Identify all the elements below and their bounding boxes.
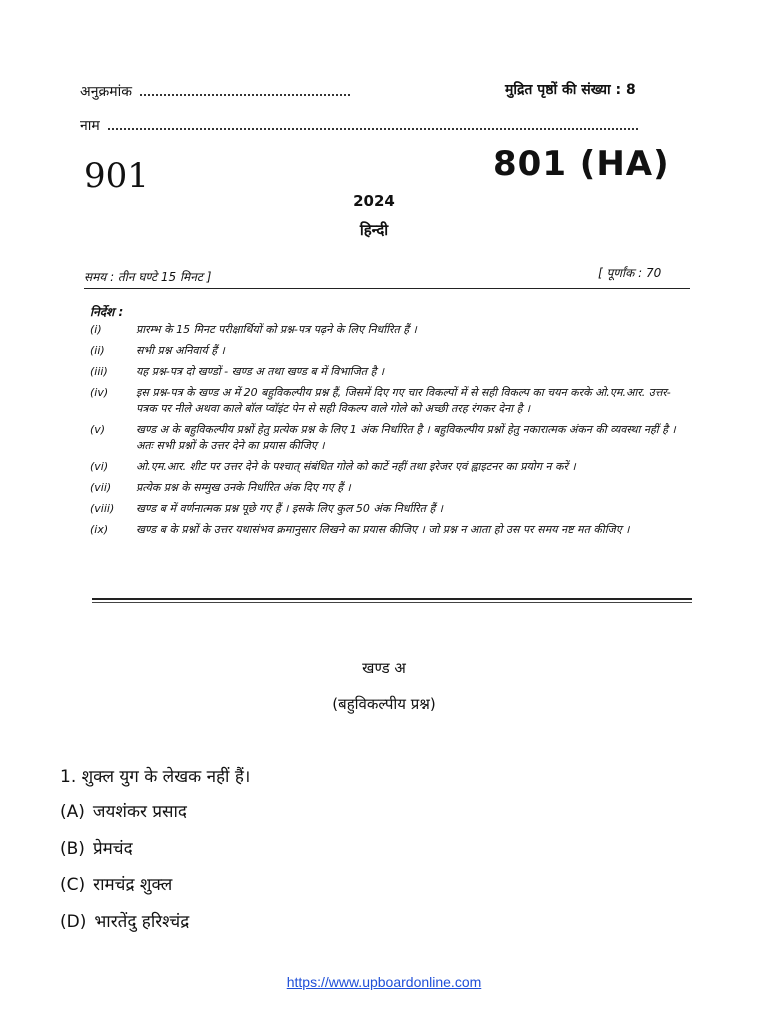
name-label: नाम <box>80 118 100 134</box>
instructions-divider <box>92 598 692 600</box>
option-d: (D) भारतेंदु हरिश्चंद्र <box>60 911 190 932</box>
instruction-item: (iv) इस प्रश्न-पत्र के खण्ड अ में 20 बहुविकल्पीय प्रश्न हैं, जिसमें दिए गए चार विकल्पों में से सही विकल्प का चयन करके ओ.एम.आर. उत्तर-पत्रक पर नीले अथवा काले बॉल प्वॉइंट पेन से सही विकल्प वाले गोले को अच्छी तरह रंगकर देना है । <box>90 386 671 415</box>
section-subtitle: (बहुविकल्पीय प्रश्न) <box>332 695 436 713</box>
paper-code-left: 901 <box>84 156 149 196</box>
roll-number-line <box>140 84 350 96</box>
instruction-item: (viii) खण्ड ब में वर्णनात्मक प्रश्न पूछे गए हैं । इसके लिए कुल 50 अंक निर्धारित हैं । <box>90 502 443 515</box>
exam-year: 2024 <box>353 192 395 210</box>
max-marks: [ पूर्णांक : 70 <box>598 266 662 280</box>
printed-pages-count: मुद्रित पृष्ठों की संख्या : 8 <box>505 82 636 98</box>
options-list <box>60 800 189 946</box>
instruction-item: (vii) प्रत्येक प्रश्न के सम्मुख उनके निर्धारित अंक दिए गए हैं । <box>90 481 351 494</box>
instructions-divider-thin <box>92 602 692 603</box>
instructions-heading: निर्देश : <box>90 305 124 319</box>
footer-link-wrap <box>0 974 768 990</box>
footer-link[interactable]: https://www.upboardonline.com <box>286 974 482 990</box>
instruction-item: (iii) यह प्रश्न-पत्र दो खण्डों - खण्ड अ तथा खण्ड ब में विभाजित है । <box>90 365 385 378</box>
option-a: (A) जयशंकर प्रसाद <box>60 802 187 822</box>
instruction-item: (v) खण्ड अ के बहुविकल्पीय प्रश्नों हेतु प्रत्येक प्रश्न के लिए 1 अंक निर्धारित है । बहुविकल्पीय प्रश्नों हेतु नकारात्मक अंकन की व्यवस्था नहीं है । अतः सभी प्रश्नों के उत्तर देने का प्रयास कीजिए । <box>90 423 676 452</box>
instruction-item: (i) प्रारम्भ के 15 मिनट परीक्षार्थियों को प्रश्न-पत्र पढ़ने के लिए निर्धारित हैं । <box>90 323 417 336</box>
subject-title: हिन्दी <box>359 221 389 239</box>
instruction-item: (ix) खण्ड ब के प्रश्नों के उत्तर यथासंभव क्रमानुसार लिखने का प्रयास कीजिए । जो प्रश्न न आता हो उस पर समय नष्ट मत कीजिए । <box>90 523 630 536</box>
option-b: (B) प्रेमचंद <box>60 838 133 859</box>
option-c: (C) रामचंद्र शुक्ल <box>60 875 173 895</box>
roll-number-label: अनुक्रमांक <box>80 84 132 100</box>
name-line <box>108 120 638 130</box>
section-title: खण्ड अ <box>362 659 406 677</box>
time-allowed: समय : तीन घण्टे 15 मिनट ] <box>84 270 212 284</box>
name-field <box>80 116 638 135</box>
instruction-item: (vi) ओ.एम.आर. शीट पर उत्तर देने के पश्चात् संबंधित गोले को काटें नहीं तथा इरेजर एवं ह्वाइटनर का प्रयोग न करें । <box>90 460 576 473</box>
question-text: 1. शुक्ल युग के लेखक नहीं हैं। <box>60 767 251 787</box>
roll-number-field <box>80 82 350 101</box>
paper-code-right: 801 (HA) <box>493 144 670 184</box>
instructions-list <box>90 322 690 543</box>
instruction-item: (ii) सभी प्रश्न अनिवार्य हैं । <box>90 344 225 357</box>
header-divider <box>84 288 690 289</box>
